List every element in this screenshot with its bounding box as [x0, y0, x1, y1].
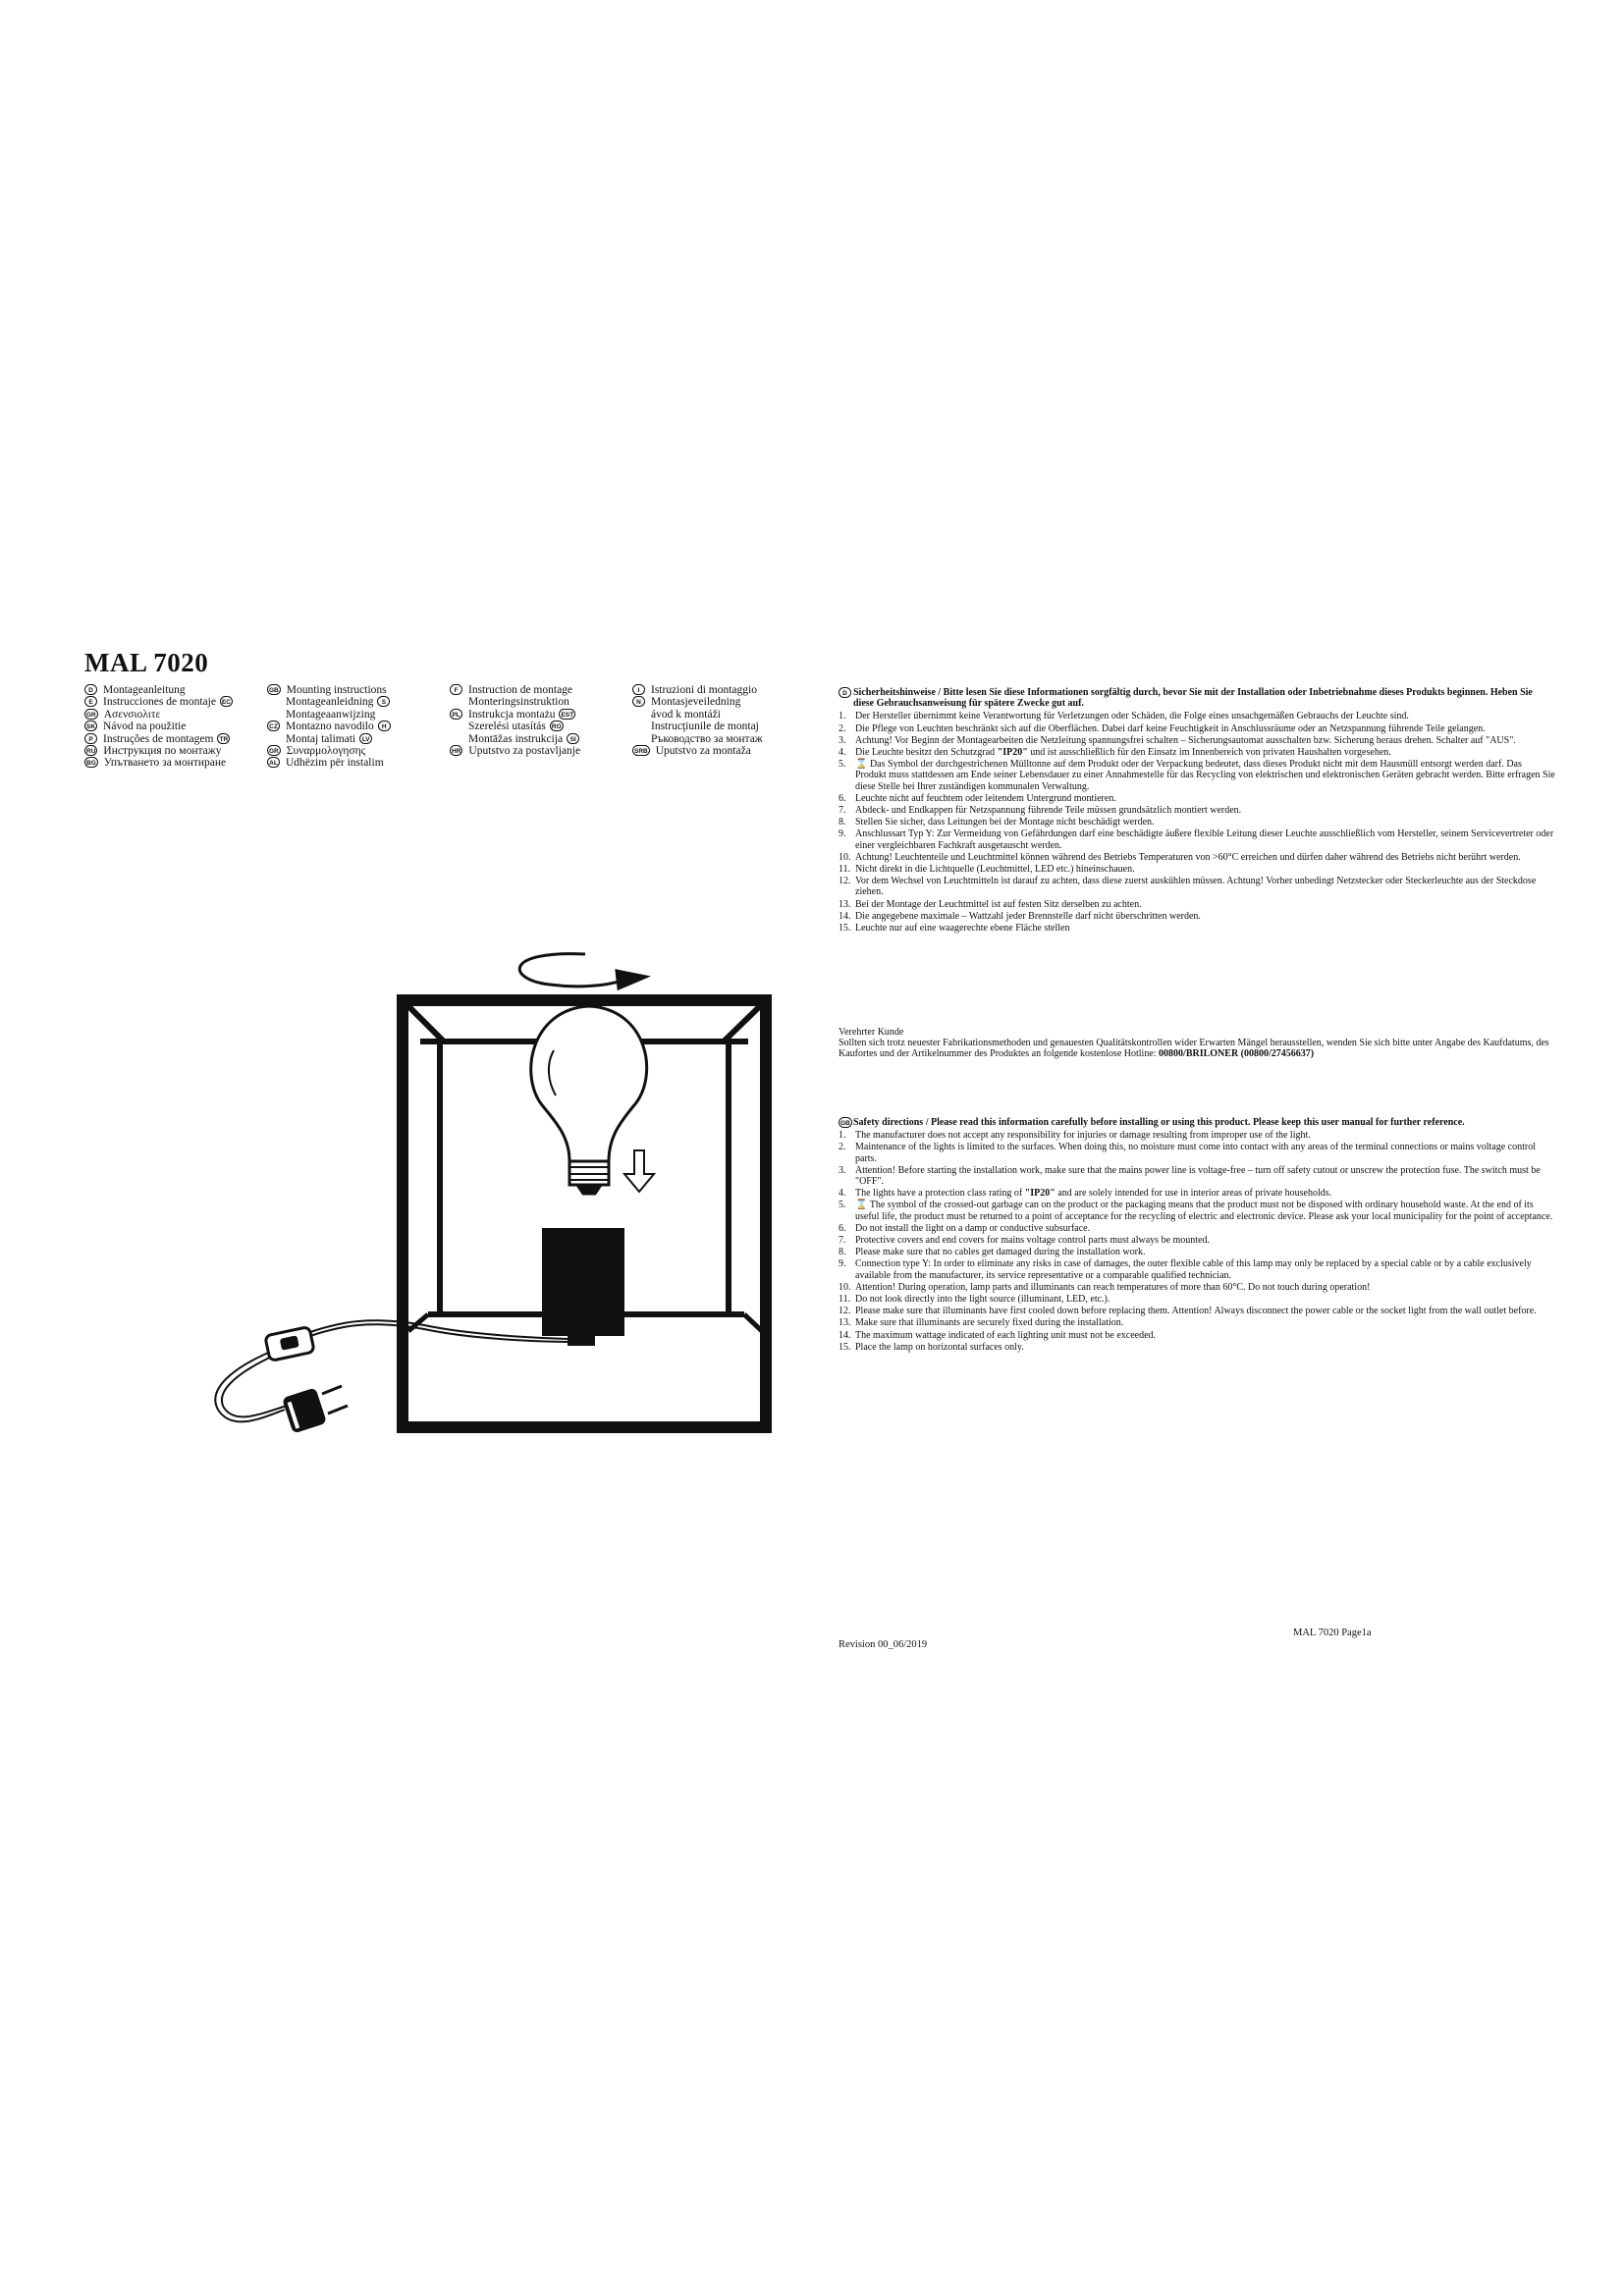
list-item-text: ⌛ The symbol of the crossed-out garbage can on the product or the packaging means that the product must not be disposed with ordinary household waste. At the end of its useful life, the product must be returned to a point of acceptance for the recycling of electric and electronic device. Please ask your local municipality for the point of acceptance.	[855, 1200, 1553, 1222]
list-item	[839, 1142, 1555, 1163]
list-item-number: 9.	[839, 828, 846, 840]
language-code-icon: E	[84, 696, 97, 707]
list-item	[839, 852, 1555, 863]
list-item-text: Die Pflege von Leuchten beschränkt sich auf die Oberflächen. Dabei darf keine Feuchtigkeit in Anschlussräume oder an Netzspannung führende Teile gelangen.	[855, 722, 1486, 734]
list-item	[839, 711, 1555, 721]
language-label: Montazno navodilo	[286, 721, 374, 733]
list-item-text: Die Leuchte besitzt den Schutzgrad	[855, 747, 998, 759]
customer-notice-heading: Verehrter Kunde	[839, 1027, 904, 1038]
list-item	[839, 723, 1555, 734]
language-code-icon: TR	[217, 733, 230, 744]
language-code-icon: GB	[267, 684, 281, 695]
list-item-text: Nicht direkt in die Lichtquelle (Leuchtmittel, LED etc.) hineinschauen.	[855, 864, 1135, 876]
list-item-text: Die angegebene maximale – Wattzahl jeder Brennstelle darf nicht überschritten werden.	[855, 910, 1201, 922]
cable-switch-icon	[265, 1327, 314, 1362]
list-item-number: 2.	[839, 722, 846, 734]
list-item-number: 5.	[839, 1200, 846, 1211]
list-item-text: Leuchte nur auf eine waagerechte ebene Fläche stellen	[855, 923, 1070, 934]
hotline-number: 00800/BRILONER (00800/27456637)	[1159, 1048, 1315, 1060]
list-item-number: 7.	[839, 1235, 846, 1247]
language-label: Návod na použitie	[103, 721, 187, 733]
list-item-number: 15.	[839, 923, 851, 934]
german-safety-heading: D Sicherheitshinweise / Bitte lesen Sie diese Informationen sorgfältig durch, bevor Sie mit der Installation oder Inbetriebnahme dieses Produkts beginnen. Heben Sie diese Gebrauchsanweisung für spätere Zwecke gut auf.	[839, 687, 1555, 709]
language-code-icon: AL	[267, 757, 280, 768]
list-item-number: 7.	[839, 805, 846, 817]
language-label: Montageanleidning	[286, 696, 374, 709]
german-language-icon: D	[839, 687, 851, 698]
list-item-number: 8.	[839, 817, 846, 828]
language-label: Ασενσιολιτε	[103, 708, 161, 721]
list-item-text: The manufacturer does not accept any responsibility for injuries or damage resulting from improper use of the light.	[855, 1130, 1311, 1142]
list-item	[839, 1165, 1555, 1187]
list-item-text: Connection type Y: In order to eliminate any risks in case of damages, the outer flexible cable of this lamp may only be replaced by a special cable or by a cable exclusively available from the manufacturer, its service representative or a comparable qualified technician.	[855, 1258, 1532, 1281]
list-item	[839, 1258, 1555, 1280]
language-label: Instruction de montage	[468, 684, 573, 696]
customer-notice	[839, 1027, 1555, 1060]
language-code-icon: SK	[84, 721, 97, 731]
language-code-icon: CZ	[267, 721, 280, 731]
list-item-number: 5.	[839, 759, 846, 771]
list-item-number: 11.	[839, 1294, 851, 1306]
language-label: Инструкция по монтажу	[103, 745, 222, 758]
list-item-text: Please make sure that illuminants have first cooled down before replacing them. Attention! Always disconnect the power cable or the socket light from the wall outlet before.	[855, 1306, 1537, 1317]
language-code-icon: EST	[559, 709, 575, 720]
list-item-number: 11.	[839, 864, 851, 876]
list-item-text: "IP20"	[1024, 1188, 1056, 1200]
language-label: Instrucţiunile de montaj	[651, 721, 759, 733]
list-item	[839, 923, 1555, 934]
language-label: Упътването за монтиране	[103, 757, 227, 770]
list-item-number: 14.	[839, 1329, 851, 1341]
plug-icon	[282, 1386, 348, 1434]
list-item-text: Protective covers and end covers for mains voltage control parts must always be mounted.	[855, 1235, 1211, 1247]
list-item-number: 4.	[839, 747, 846, 759]
list-item-text: Der Hersteller übernimmt keine Verantwortung für Verletzungen oder Schäden, die Folge eines unsachgemäßen Gebrauchs der Leuchte sind.	[855, 711, 1409, 722]
language-code-icon: EC	[220, 696, 233, 707]
down-arrow-icon	[624, 1150, 654, 1192]
list-item	[839, 899, 1555, 910]
language-label: Συναρμολογησης	[286, 745, 366, 758]
list-item-text: Maintenance of the lights is limited to the surfaces. When doing this, no moisture must come into contact with any areas of the terminal connections or mains voltage control parts.	[855, 1142, 1536, 1164]
language-code-icon: S	[377, 696, 390, 707]
language-label: Montageanleitung	[103, 684, 186, 696]
list-item	[839, 735, 1555, 746]
list-item	[839, 1188, 1555, 1199]
language-label: Instrukcja montażu	[468, 708, 556, 721]
language-code-icon: P	[84, 733, 97, 744]
rotation-arrow-icon	[519, 954, 646, 988]
list-item-text: Place the lamp on horizontal surfaces only.	[855, 1341, 1024, 1353]
language-code-icon: SI	[567, 733, 579, 744]
list-item-text: Make sure that illuminants are securely fixed during the installation.	[855, 1317, 1124, 1329]
list-item-number: 1.	[839, 1130, 846, 1142]
language-code-icon: LV	[359, 733, 372, 744]
list-item-text: Achtung! Leuchtenteile und Leuchtmittel können während des Betriebs Temperaturen von >60°C erreichen und dürfen daher während des Betriebs nicht berührt werden.	[855, 851, 1521, 863]
list-item	[839, 911, 1555, 922]
list-item-text: Stellen Sie sicher, dass Leitungen bei der Montage nicht beschädigt werden.	[855, 817, 1155, 828]
list-item-number: 10.	[839, 851, 851, 863]
language-label: Monteringsinstruktion	[468, 696, 569, 709]
document-title: MAL 7020	[84, 648, 209, 677]
list-item-number: 10.	[839, 1281, 851, 1293]
list-item	[839, 1282, 1555, 1293]
german-safety-list	[839, 711, 1555, 934]
language-label: Montageaanwijzing	[286, 708, 376, 721]
list-item	[839, 1330, 1555, 1341]
language-code-icon: SRB	[632, 745, 650, 756]
customer-notice-text: Sollten sich trotz neuester Fabrikationsmethoden und genauesten Qualitätskontrollen wider Erwarten Mängel herausstellen, wenden Sie sich bitte unter Angabe des Kaufdatums, des Kaufortes und der Artikelnummer des Produktes an folgende kostenlose Hotline: 00800/BRILONER (00800/27456637)	[839, 1038, 1549, 1060]
revision-label: Revision 00_06/2019	[839, 1639, 928, 1650]
language-label: Udhëzim për instalim	[286, 757, 384, 770]
list-item-number: 4.	[839, 1188, 846, 1200]
bulb-icon	[531, 1006, 647, 1194]
list-item-text: Attention! Before starting the installation work, make sure that the mains power line is voltage-free – turn off safety cutout or unscrew the protection fuse. The switch must be "OFF".	[855, 1164, 1541, 1188]
list-item-number: 13.	[839, 898, 851, 910]
language-code-icon: N	[632, 696, 645, 707]
language-code-icon: BG	[84, 757, 98, 768]
list-item-number: 1.	[839, 711, 846, 722]
list-item	[839, 1342, 1555, 1353]
list-item-text: Do not look directly into the light source (illuminant, LED, etc.).	[855, 1294, 1110, 1306]
list-item-number: 9.	[839, 1258, 846, 1270]
language-label: Instrucciones de montaje	[103, 696, 216, 709]
list-item-text: Anschlussart Typ Y: Zur Vermeidung von Gefährdungen darf eine beschädigte äußere flexible Leitung dieser Leuchte ausschließlich vom Hersteller, seinem Servicevertreter oder einer vergleichbaren Fachkraft ausgetauscht werden.	[855, 828, 1554, 851]
language-code-icon: GR	[84, 709, 98, 720]
language-label: Ръководство за монтаж	[651, 732, 763, 745]
list-item	[839, 793, 1555, 804]
language-label: Istruzioni di montaggio	[651, 684, 757, 696]
language-code-icon: HR	[450, 745, 462, 756]
list-item-number: 2.	[839, 1142, 846, 1153]
list-item-text: and are solely intended for use in interior areas of private households.	[1055, 1188, 1332, 1200]
language-label: Montāžas instrukcija	[468, 732, 564, 745]
list-item-number: 12.	[839, 1306, 851, 1317]
english-safety-list	[839, 1130, 1555, 1353]
language-label: Szerelési utasítás	[468, 721, 546, 733]
german-safety-section	[839, 687, 1555, 934]
list-item	[839, 1235, 1555, 1246]
english-safety-section	[839, 1117, 1555, 1354]
page-label: MAL 7020 Page1a	[1293, 1628, 1372, 1638]
language-label: Instruções de montagem	[103, 732, 214, 745]
language-label: Montasjeveiledning	[651, 696, 741, 709]
list-item	[839, 828, 1555, 850]
list-item-text: Achtung! Vor Beginn der Montagearbeiten die Netzleitung spannungsfrei schalten – Sicherungsautomat ausschalten bzw. Sicherung heraus drehen. Schalter auf "AUS".	[855, 734, 1516, 746]
language-label: Mounting instructions	[286, 684, 387, 696]
list-item-text: Abdeck- und Endkappen für Netzspannung führende Teile müssen grundsätzlich montiert werden.	[855, 805, 1242, 817]
list-item-text: ⌛ Das Symbol der durchgestrichenen Mülltonne auf dem Produkt oder der Verpackung bedeutet, dass dieses Produkt nicht mit dem Hausmüll entsorgt werden darf. Das Produkt muss stattdessen am Ende seiner Lebensdauer zu einer Annahmestelle für das Recycling von elektrischen und elektronischen Geräten gebracht werden. Bitte erfragen Sie diese Stelle bei Ihrer zuständigen kommunalen Verwaltung.	[855, 759, 1555, 792]
list-item-number: 3.	[839, 1164, 846, 1176]
language-code-icon: RO	[550, 721, 564, 731]
list-item	[839, 1130, 1555, 1141]
list-item	[839, 1294, 1555, 1305]
list-item-text: Attention! During operation, lamp parts and illuminants can reach temperatures of more than 60°C. Do not touch during operation!	[855, 1281, 1371, 1293]
list-item	[839, 1200, 1555, 1221]
list-item-number: 14.	[839, 910, 851, 922]
list-item	[839, 1306, 1555, 1316]
list-item-number: 15.	[839, 1341, 851, 1353]
list-item-text: Vor dem Wechsel von Leuchtmitteln ist darauf zu achten, dass diese zuerst auskühlen müssen. Achtung! Vorher unbedingt Netzstecker oder Steckerleuchte aus der Steckdose ziehen.	[855, 876, 1537, 898]
list-item	[839, 876, 1555, 897]
list-item-text: Bei der Montage der Leuchtmittel ist auf festen Sitz derselben zu achten.	[855, 898, 1142, 910]
english-language-icon: GB	[839, 1117, 852, 1128]
list-item-text: Please make sure that no cables get damaged during the installation work.	[855, 1247, 1146, 1258]
language-code-icon: H	[378, 721, 391, 731]
list-item-text: The lights have a protection class rating of	[855, 1188, 1025, 1200]
list-item	[839, 1247, 1555, 1257]
list-item-text: Do not install the light on a damp or conductive subsurface.	[855, 1222, 1091, 1234]
list-item	[839, 864, 1555, 875]
language-code-icon: F	[450, 684, 462, 695]
list-item	[839, 759, 1555, 792]
lamp-base	[542, 1228, 624, 1346]
list-item	[839, 1317, 1555, 1328]
list-item-number: 8.	[839, 1247, 846, 1258]
list-item-text: Leuchte nicht auf feuchtem oder leitendem Untergrund montieren.	[855, 792, 1116, 804]
list-item-number: 12.	[839, 876, 851, 887]
list-item-text: The maximum wattage indicated of each lighting unit must not be exceeded.	[855, 1329, 1157, 1341]
list-item-number: 3.	[839, 734, 846, 746]
list-item	[839, 817, 1555, 828]
list-item-text: und ist ausschließlich für den Einsatz im Innenbereich von privaten Haushalten vorgesehen.	[1027, 747, 1391, 759]
list-item-number: 6.	[839, 1222, 846, 1234]
list-item	[839, 747, 1555, 758]
list-item	[839, 805, 1555, 816]
language-code-icon: RU	[84, 745, 97, 756]
language-code-icon: PL	[450, 709, 462, 720]
list-item-number: 13.	[839, 1317, 851, 1329]
language-label: Montaj talimati	[286, 732, 356, 745]
language-label: Uputstvo za postavljanje	[468, 745, 581, 758]
list-item	[839, 1223, 1555, 1234]
language-label: Uputstvo za montaža	[655, 745, 751, 758]
language-code-icon: D	[84, 684, 97, 695]
english-safety-heading: GB Safety directions / Please read this information carefully before installing or using this product. Please keep this user manual for further reference.	[840, 1117, 1465, 1128]
language-code-icon: I	[632, 684, 645, 695]
list-item-number: 6.	[839, 792, 846, 804]
list-item-text: "IP20"	[997, 747, 1028, 759]
language-label: ávod k montáži	[651, 708, 721, 721]
language-code-icon: GR	[267, 745, 281, 756]
